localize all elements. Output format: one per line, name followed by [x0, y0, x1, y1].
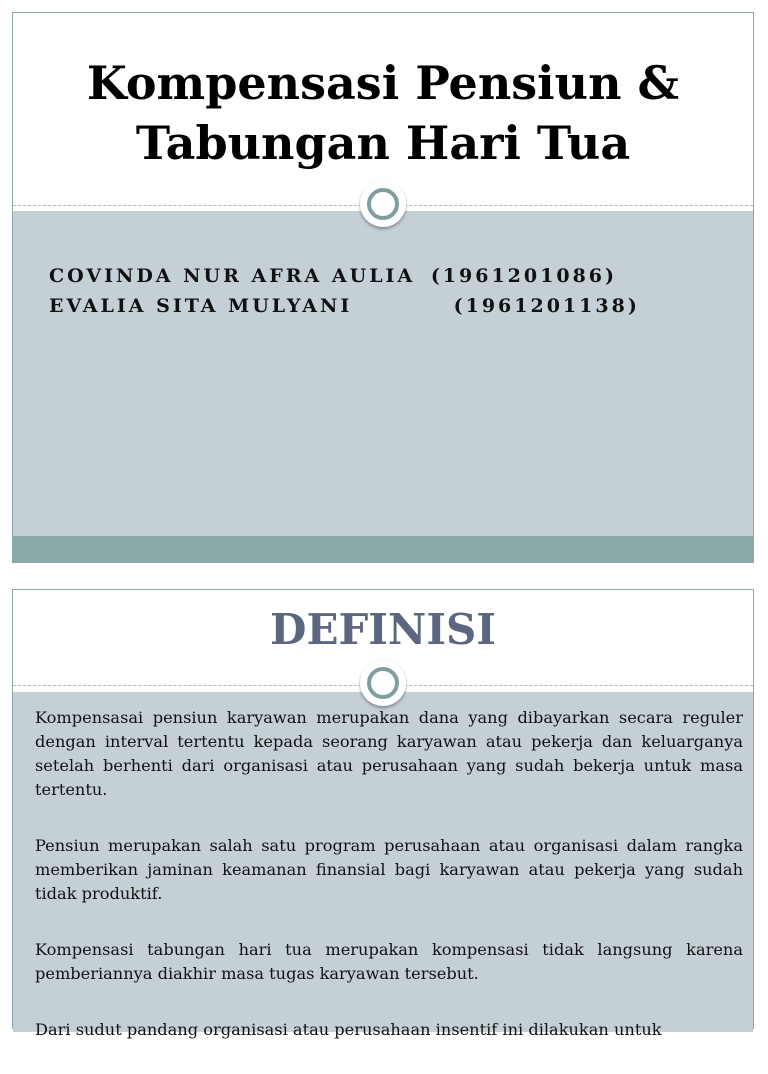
paragraph: Pensiun merupakan salah satu program perusahaan atau organisasi dalam rangka memberikan jaminan keamanan finansial bagi karyawan atau pekerja yang sudah tidak produktif.	[35, 836, 743, 903]
author-id: (1961201086)	[430, 265, 617, 287]
author-row	[49, 291, 640, 321]
author-list	[49, 261, 640, 321]
author-name: COVINDA NUR AFRA AULIA	[49, 265, 416, 287]
ring-icon	[360, 660, 406, 706]
ring-icon	[360, 181, 406, 227]
section-title: DEFINISI	[270, 605, 496, 654]
title-area	[13, 13, 753, 203]
paragraph: Dari sudut pandang organisasi atau perusahaan insentif ini dilakukan untuk	[35, 1020, 662, 1039]
author-id: (1961201138)	[453, 295, 640, 317]
title-line-2: Tabungan Hari Tua	[135, 116, 631, 170]
paragraph: Kompensasi tabungan hari tua merupakan kompensasi tidak langsung karena pemberiannya diakhir masa tugas karyawan tersebut.	[35, 940, 743, 983]
body-area	[13, 211, 753, 537]
definition-text	[35, 706, 743, 1074]
slide-title	[12, 12, 754, 563]
title-line-1: Kompensasi Pensiun &	[86, 56, 680, 110]
paragraph: Kompensasai pensiun karyawan merupakan dana yang dibayarkan secara reguler dengan interval tertentu kepada seorang karyawan atau pekerja dan keluarganya setelah berhenti dari organisasi atau perusahaan yang sudah bekerja untuk masa tertentu.	[35, 708, 743, 799]
slide-definisi	[12, 589, 754, 1039]
accent-band	[13, 536, 753, 562]
author-row	[49, 261, 640, 291]
author-name: EVALIA SITA MULYANI	[49, 295, 353, 317]
presentation-title	[33, 53, 733, 173]
